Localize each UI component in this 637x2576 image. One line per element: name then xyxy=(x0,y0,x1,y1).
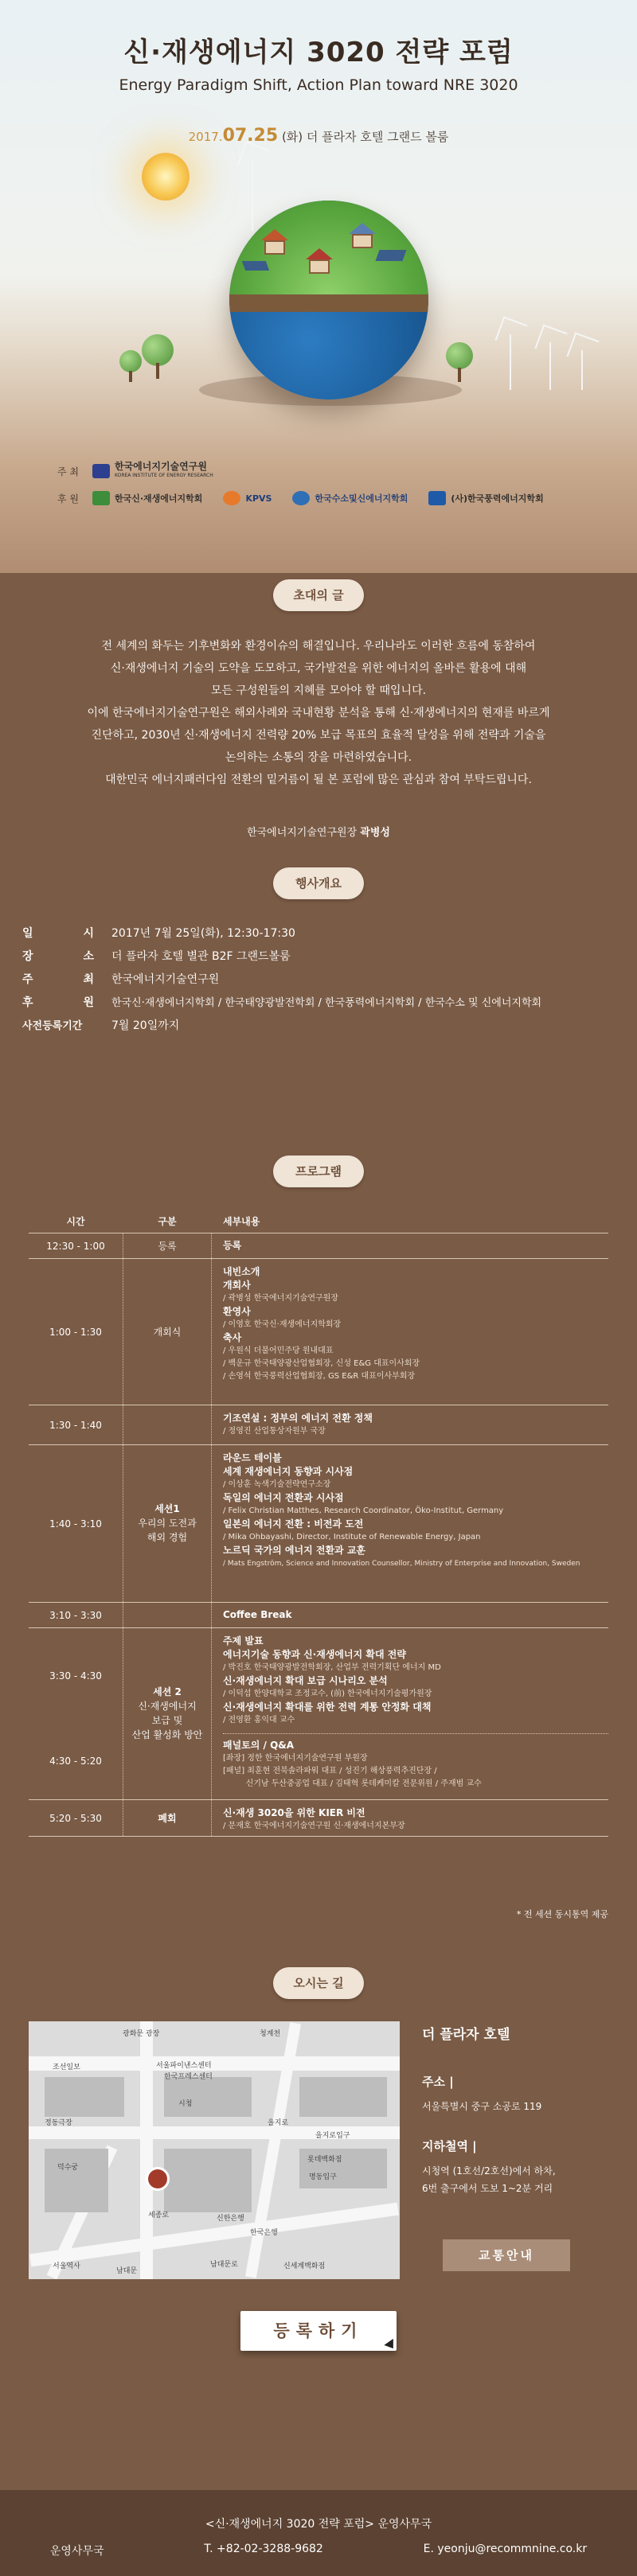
greeting-heading: 초대의 글 xyxy=(273,579,364,611)
tree-illustration xyxy=(142,334,174,366)
sponsor-logo: 한국수소및신에너지학회 xyxy=(292,491,408,505)
sponsor-logo: KPVS xyxy=(223,491,272,505)
footer-office: 운영사무국 xyxy=(49,2545,104,2558)
sponsor-logo-icon xyxy=(223,491,240,505)
overview-row: 일 시 2017년 7월 25일(화), 12:30-17:30 xyxy=(22,926,295,940)
forum-title: 신·재생에너지 3020 전략 포럼 xyxy=(123,37,514,68)
subway-text: 시청역 (1호선/2호선)에서 하차, 6번 출구에서 도보 1~2분 거리 xyxy=(422,2165,556,2194)
date-year: 2017. xyxy=(188,130,223,144)
sponsor-logo-icon xyxy=(92,491,110,505)
host-logos xyxy=(57,458,599,512)
overview-table xyxy=(22,921,627,1036)
kier-logo-icon xyxy=(92,464,110,478)
program-row: 1:30 - 1:40 기조연설 : 정부의 에너지 전환 정책 / 정영진 산업통상자원부 국장 xyxy=(29,1405,608,1445)
footer-phone: T. +82-02-3288-9682 xyxy=(204,2543,323,2555)
wind-turbine-icon xyxy=(510,334,511,390)
program-header: 시간 구분 세부내용 xyxy=(29,1210,608,1233)
sponsor-label: 후 원 xyxy=(57,493,79,505)
hotel-location-pin-icon xyxy=(148,2169,167,2188)
program-row: 3:30 - 4:30 4:30 - 5:20 세션 2 신·재생에너지 보급 및 산업 활성화 방안 주제 발표 에너지기술 동향과 신·재생에너지 확대 전략 / 박진호 한국태양광발전학회장, 산업부 전력기획단 에너지 MD 신·재생에너지 확대 보급 시나리오 분석 / 이덕섭 한양대학교 조정교수, (前) 한국에너지기술평가원장 신·재생에너지 확대를 위한 전력 계통 안정화 대책 / 전영환 홍익대 교수 패널토의 / Q&A [좌장] 정한 한국에너지기술연구원 부원장 [패널] 최훈현 전북솔라파워 대표 / 성진기 해상풍력추진단장 / 신기남 두산중공업 대표 / 김태혁 롯데케미칼 전문위원 / 주재범 교수 xyxy=(29,1628,608,1800)
tree-illustration xyxy=(446,342,473,369)
overview-row: 후 원 한국신·재생에너지학회 / 한국태양광발전학회 / 한국풍력에너지학회 / 한국수소 및 신에너지학회 xyxy=(22,996,542,1009)
address-heading: 주소 | xyxy=(422,2075,454,2089)
footer-title: <신·재생에너지 3020 전략 포럼> 운영사무국 xyxy=(205,2518,432,2531)
hero-banner xyxy=(0,0,637,573)
directions-info xyxy=(422,2023,613,2197)
globe-illustration xyxy=(229,201,428,399)
date-month-day: 07.25 xyxy=(222,126,279,146)
program-row: 12:30 - 1:00 등록 등록 xyxy=(29,1233,608,1259)
tree-illustration xyxy=(119,350,142,372)
sponsor-logo-icon xyxy=(292,491,310,505)
organizer-name-en: KOREA INSTITUTE OF ENERGY RESEARCH xyxy=(115,473,213,478)
kier-logo xyxy=(92,462,213,481)
greeting-signature: 한국에너지기술연구원장 곽병성 xyxy=(247,827,390,839)
sponsor-logo-icon xyxy=(428,491,446,505)
program-row: 5:20 - 5:30 폐회 신·재생 3020을 위한 KIER 비전 / 문재호 한국에너지기술연구원 신·재생에너지본부장 xyxy=(29,1800,608,1837)
address-text: 서울특별시 중구 소공로 119 xyxy=(422,2101,542,2112)
program-row: 3:10 - 3:30 Coffee Break xyxy=(29,1603,608,1628)
organizer-name: 한국에너지기술연구원 xyxy=(115,461,207,472)
wind-turbine-icon xyxy=(549,342,551,390)
sun-illustration xyxy=(142,153,190,201)
program-row: 1:00 - 1:30 개회식 내빈소개 개회사 / 곽병성 한국에너지기술연구원장 환영사 / 이영호 한국신·재생에너지학회장 축사 / 우원식 더불어민주당 원내대표 / 백운규 한국태양광산업협회장, 신성 E&G 대표이사회장 / 손영석 한국풍력산업협회장, GS E&R 대표이사부회장 xyxy=(29,1259,608,1405)
greeting-text: 전 세계의 화두는 기후변화와 환경이슈의 해결입니다. 우리나라도 이러한 흐름에 동참하여 신·재생에너지 기술의 도약을 도모하고, 국가발전을 위한 에너지의 올바른 활용에 대해 모든 구성원들의 지혜를 모아야 할 때입니다. 이에 한국에너지기술연구원은 해외사례와 국내현황 분석을 통해 신·재생에너지의 현재를 바르게 진단하고, 2030년 신·재생에너지 전력량 20% 보급 목표의 효율적 달성을 위해 전략과 기술을 논의하는 소통의 장을 마련하였습니다. 대한민국 에너지패러다임 전환의 밑거름이 될 본 포럼에 많은 관심과 참여 부탁드립니다. xyxy=(87,640,550,786)
program-row: 1:40 - 3:10 세션1 우리의 도전과 해외 경험 라운드 테이블 세계 재생에너지 동향과 시사점 / 이상훈 녹색기술전략연구소장 독일의 에너지 전환과 시사점 / Felix Christian Matthes, Research Coordinator, Öko-Institut, Germany 일본의 에너지 전환 : 비전과 도전 / Mika Ohbayashi, Director, Institute of Renewable Energy, Japan 노르딕 국가의 에너지 전환과 교훈 / Mats Engström, Science and Innovation Counsellor, Ministry of Enterprise and Innovation, Sweden xyxy=(29,1445,608,1603)
interpretation-note: * 전 세션 동시통역 제공 xyxy=(516,1909,608,1919)
overview-row: 사전등록기간 7월 20일까지 xyxy=(22,1019,180,1032)
program-heading: 프로그램 xyxy=(273,1155,364,1187)
sponsor-logo: (사)한국풍력에너지학회 xyxy=(428,491,543,505)
overview-row: 장 소 더 플라자 호텔 별관 B2F 그랜드볼룸 xyxy=(22,949,291,963)
organizer-row xyxy=(57,458,599,485)
date-venue: (화) 더 플라자 호텔 그랜드 볼룸 xyxy=(281,130,449,144)
subway-heading: 지하철역 | xyxy=(422,2139,477,2153)
footer-contacts xyxy=(0,2543,637,2558)
footer xyxy=(0,2490,637,2576)
venue-name: 더 플라자 호텔 xyxy=(422,2027,510,2043)
transport-guide-button[interactable]: 교통안내 xyxy=(443,2239,570,2271)
forum-subtitle: Energy Paradigm Shift, Action Plan toward NRE 3020 xyxy=(119,76,518,94)
overview-heading: 행사개요 xyxy=(273,867,364,899)
program-table xyxy=(29,1210,608,1837)
wind-turbine-icon xyxy=(252,159,253,231)
directions-heading: 오시는 길 xyxy=(273,1967,364,1999)
location-map[interactable]: 광화문 광장 청계천 조선일보 서울파이낸스센터 한국프레스센터 시청 을지로 덕수궁 롯데백화점 명동입구 세종로 신한은행 남대문로 한국은행 신세계백화점 남대문 서울역사 정동극장 을지로입구 xyxy=(29,2021,400,2279)
sponsor-logo: 한국신·재생에너지학회 xyxy=(92,491,202,505)
footer-email[interactable]: E. yeonju@recommnine.co.kr xyxy=(423,2543,588,2555)
wind-turbine-icon xyxy=(581,350,583,390)
organizer-label: 주 최 xyxy=(57,466,79,477)
overview-row: 주 최 한국에너지기술연구원 xyxy=(22,972,220,986)
sponsor-row xyxy=(57,485,599,512)
register-button[interactable]: 등록하기 xyxy=(240,2311,397,2351)
forum-date xyxy=(0,126,637,146)
